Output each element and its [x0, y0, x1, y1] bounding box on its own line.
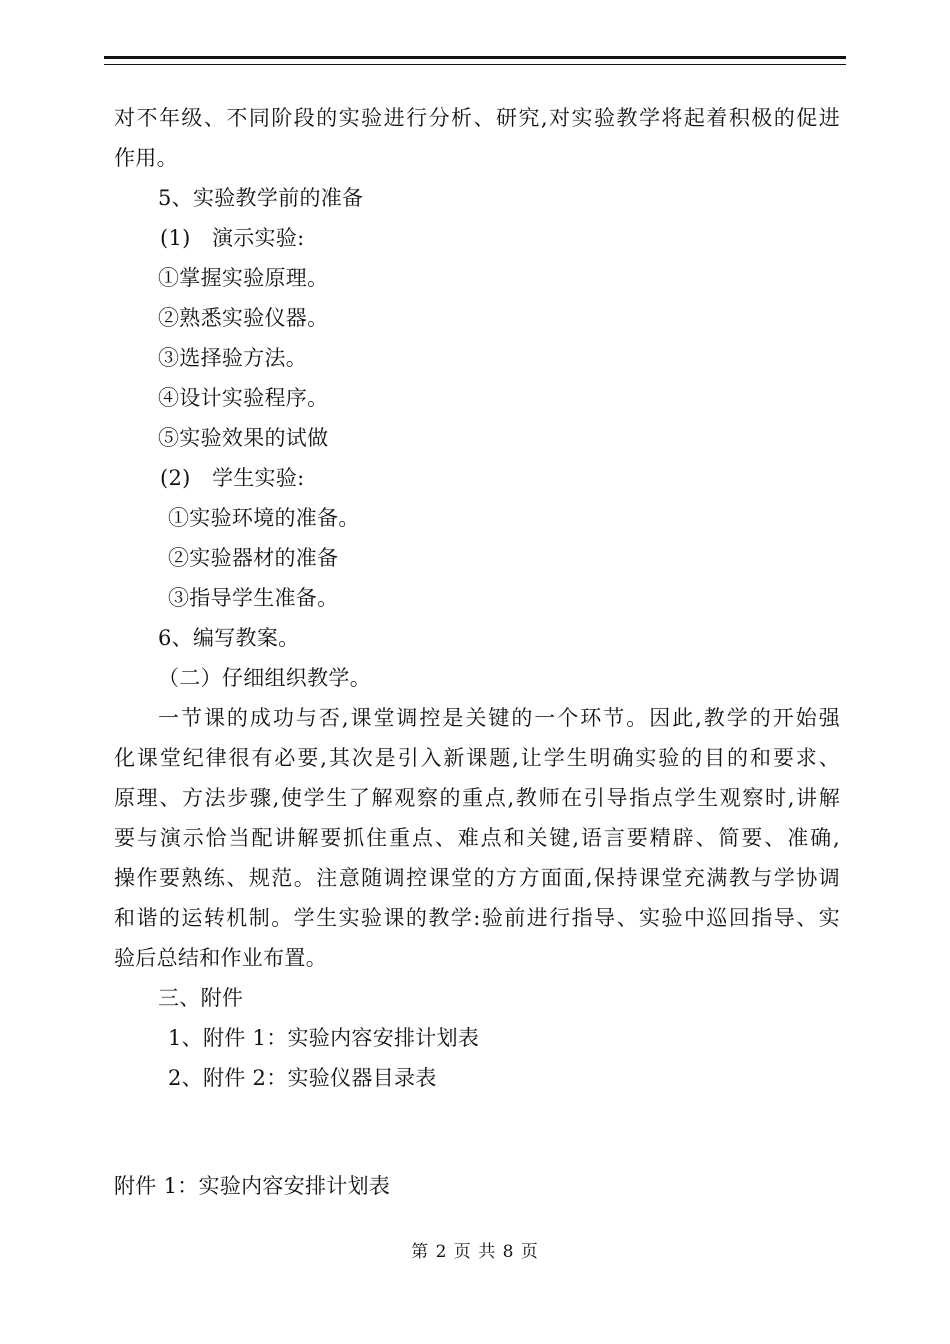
page-indicator: 第 2 页 共 8 页 — [411, 1242, 539, 1262]
list-item: ③指导学生准备。 — [168, 586, 339, 610]
list-item: ③选择验方法。 — [158, 346, 308, 370]
attachment-item: 2、附件 2：实验仪器目录表 — [168, 1066, 437, 1090]
list-item: ④设计实验程序。 — [158, 386, 329, 410]
list-item: ①掌握实验原理。 — [158, 266, 329, 290]
intro-line: 对不年级、不同阶段的实验进行分析、研究,对实验教学将起着积极的促进 — [114, 106, 840, 130]
list-item: ⑤实验效果的试做 — [158, 426, 329, 450]
list-item: ①实验环境的准备。 — [168, 506, 360, 530]
paragraph-line: 要与演示恰当配讲解要抓住重点、难点和关键,语言要精辟、简要、准确, — [114, 826, 840, 850]
header-rule — [104, 56, 846, 65]
list-item: ②熟悉实验仪器。 — [158, 306, 329, 330]
paragraph-line: 原理、方法步骤,使学生了解观察的重点,教师在引导指点学生观察时,讲解 — [114, 786, 840, 810]
paragraph-line: 操作要熟练、规范。注意随调控课堂的方方面面,保持课堂充满教与学协调 — [114, 866, 840, 890]
subsection-heading: (1) 演示实验: — [160, 226, 305, 250]
section-heading: 三、附件 — [158, 986, 244, 1010]
intro-line: 作用。 — [114, 146, 178, 170]
paragraph-line: 化课堂纪律很有必要,其次是引入新课题,让学生明确实验的目的和要求、 — [114, 746, 840, 770]
attachment-item: 1、附件 1：实验内容安排计划表 — [168, 1026, 480, 1050]
subsection-heading: (2) 学生实验: — [160, 466, 305, 490]
subsection-heading: （二）仔细组织教学。 — [158, 666, 371, 690]
paragraph-line: 验后总结和作业布置。 — [114, 946, 327, 970]
attachment-title: 附件 1：实验内容安排计划表 — [114, 1174, 391, 1198]
section-heading: 5、实验教学前的准备 — [158, 186, 364, 210]
paragraph-line: 和谐的运转机制。学生实验课的教学:验前进行指导、实验中巡回指导、实 — [114, 906, 840, 930]
list-item: ②实验器材的准备 — [168, 546, 339, 570]
section-heading: 6、编写教案。 — [158, 626, 300, 650]
paragraph-line: 一节课的成功与否,课堂调控是关键的一个环节。因此,教学的开始强 — [158, 706, 840, 730]
